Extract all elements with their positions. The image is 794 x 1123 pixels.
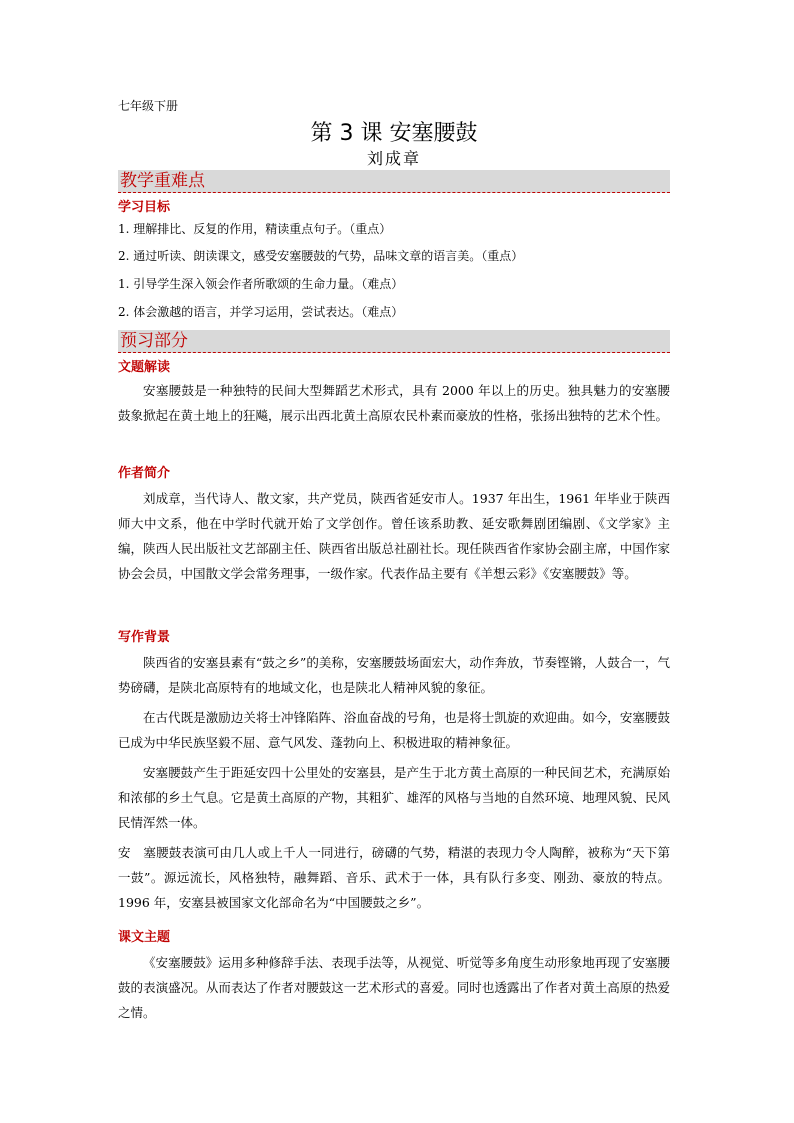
paragraph-author-intro: 刘成章，当代诗人、散文家，共产党员，陕西省延安市人。1937 年出生，1961 年毕业于陕西师大中文系，他在中学时代就开始了文学创作。曾任该系助教、延安歌舞剧团编剧、《文学家》主编，陕西人民出版社文艺部副主任、陕西省出版总社副社长。现任陕西省作家协会副主席，中国作家协会会员，中国散文学会常务理事，一级作家。代表作品主要有《羊想云彩》《安塞腰鼓》等。 xyxy=(118,491,670,581)
objective-item: 2. 通过听读、朗读课文，感受安塞腰鼓的气势，品味文章的语言美。（重点） xyxy=(118,249,524,263)
paragraph-background: 在古代既是激励边关将士冲锋陷阵、浴血奋战的号角，也是将士凯旋的欢迎曲。如今，安塞腰鼓已成为中华民族坚毅不屈、意气风发、蓬勃向上、积极进取的精神象征。 xyxy=(118,710,670,750)
grade-label: 七年级下册 xyxy=(118,99,179,113)
subheading-title-interpretation: 文题解读 xyxy=(118,360,171,375)
section-bar-key-points xyxy=(118,170,670,193)
paragraph-background: 安 塞腰鼓表演可由几人或上千人一同进行，磅礴的气势，精湛的表现力令人陶醉，被称为“天下第一鼓”。源远流长，风格独特，融舞蹈、音乐、武术于一体，具有队行多变、刚劲、豪放的特点。1996 年，安塞县被国家文化部命名为“中国腰鼓之乡”。 xyxy=(118,845,670,910)
section-heading: 预习部分 xyxy=(120,331,188,351)
objective-item: 1. 引导学生深入领会作者所歌颂的生命力量。（难点） xyxy=(118,277,404,291)
author-name: 刘成章 xyxy=(366,149,421,168)
paragraph-title-interpretation: 安塞腰鼓是一种独特的民间大型舞蹈艺术形式，具有 2000 年以上的历史。独具魅力的安塞腰鼓象掀起在黄土地上的狂飚，展示出西北黄土高原农民朴素而豪放的性格，张扬出独特的艺术个性。 xyxy=(118,383,670,423)
subheading-author-intro: 作者简介 xyxy=(118,466,171,481)
section-heading: 教学重难点 xyxy=(120,171,205,191)
paragraph-background: 陕西省的安塞县素有“鼓之乡”的美称，安塞腰鼓场面宏大，动作奔放，节奏铿锵，人鼓合一，气势磅礴，是陕北高原特有的地域文化，也是陕北人精神风貌的象征。 xyxy=(118,655,670,695)
paragraph-theme: 《安塞腰鼓》运用多种修辞手法、表现手法等，从视觉、听觉等多角度生动形象地再现了安塞腰鼓的表演盛况。从而表达了作者对腰鼓这一艺术形式的喜爱。同时也透露出了作者对黄土高原的热爱之情。 xyxy=(118,955,670,1020)
lesson-title: 第 3 课 安塞腰鼓 xyxy=(310,121,478,146)
paragraph-background: 安塞腰鼓产生于距延安四十公里处的安塞县，是产生于北方黄土高原的一种民间艺术，充满原始和浓郁的乡土气息。它是黄土高原的产物，其粗犷、雄浑的风格与当地的自然环境、地理风貌、民风民情浑然一体。 xyxy=(118,765,670,830)
section-bar-preview xyxy=(118,330,670,353)
objective-item: 2. 体会激越的语言，并学习运用，尝试表达。（难点） xyxy=(118,305,404,319)
subheading-background: 写作背景 xyxy=(118,630,171,645)
subheading-theme: 课文主题 xyxy=(118,930,171,945)
objective-item: 1. 理解排比、反复的作用，精读重点句子。（重点） xyxy=(118,222,392,236)
subheading-objectives: 学习目标 xyxy=(118,200,171,215)
